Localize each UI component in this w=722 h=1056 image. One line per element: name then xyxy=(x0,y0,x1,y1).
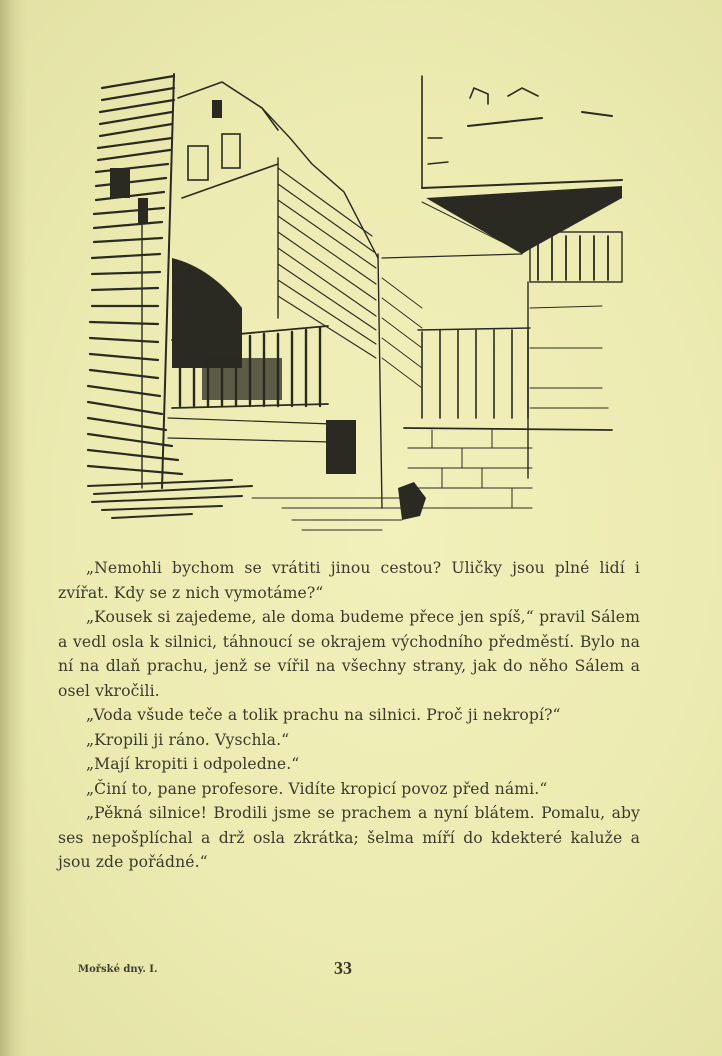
page-number: 33 xyxy=(334,958,352,978)
signature-mark: Mořské dny. I. xyxy=(78,964,158,975)
page-gutter-shadow xyxy=(0,0,26,1056)
paragraph: „Kousek si zajedeme, ale doma budeme přece jen spíš,“ pravil Sálem a vedl osla k silnici, táhnoucí se okrajem východního předměstí. Bylo na ní na dlaň prachu, jenž se vířil na všechny strany, jak do něho Sálem a osel vkročili. xyxy=(58,608,640,700)
street-illustration xyxy=(82,68,630,538)
paragraph: „Kropili ji ráno. Vyschla.“ xyxy=(86,730,290,749)
paragraph: „Mají kropiti i odpoledne.“ xyxy=(86,755,300,773)
paragraph: „Pěkná silnice! Brodili jsme se prachem a nyní blátem. Pomalu, aby ses nepošplíchal a drž osla zkrátka; šelma míří do kdekteré kaluže a jsou zde pořádné.“ xyxy=(58,804,640,871)
paragraph: „Nemohli bychom se vrátiti jinou cestou? Uličky jsou plné lidí i zvířat. Kdy se z nich vymotáme?“ xyxy=(58,559,640,602)
page-footer xyxy=(0,958,722,988)
paragraph: „Voda všude teče a tolik prachu na silnici. Proč ji nekropí?“ xyxy=(86,706,561,724)
story-text xyxy=(58,556,640,875)
paragraph: „Činí to, pane profesore. Vidíte kropicí povoz před námi.“ xyxy=(86,779,548,798)
